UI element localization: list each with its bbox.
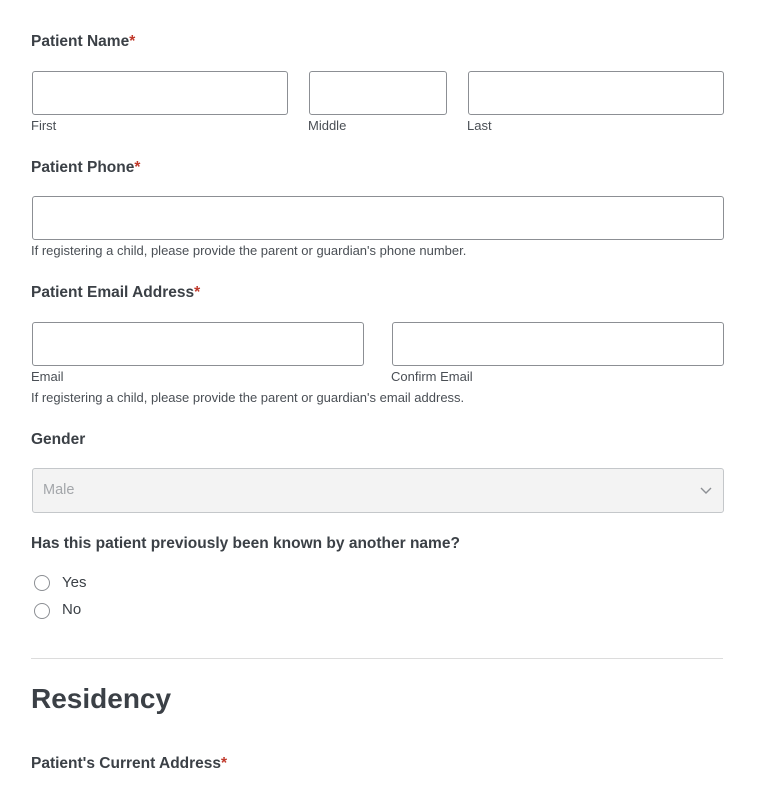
- radio-no-label[interactable]: No: [62, 601, 82, 618]
- gender-select[interactable]: [32, 468, 724, 513]
- previous-name-question: Has this patient previously been known by another name?: [31, 535, 460, 552]
- first-name-sublabel: First: [31, 118, 57, 133]
- middle-name-input[interactable]: [309, 71, 447, 115]
- email-help-text: If registering a child, please provide the parent or guardian's email address.: [31, 390, 465, 405]
- first-name-input[interactable]: [32, 71, 288, 115]
- required-mark: *: [134, 159, 141, 176]
- middle-name-sublabel: Middle: [308, 118, 347, 133]
- current-address-label-text: Patient's Current Address: [31, 755, 222, 772]
- radio-no[interactable]: [34, 603, 50, 619]
- section-divider: [31, 658, 723, 659]
- last-name-input[interactable]: [468, 71, 724, 115]
- patient-email-label: [31, 284, 200, 302]
- required-mark: *: [194, 284, 201, 301]
- phone-input[interactable]: [32, 196, 724, 240]
- gender-label: Gender: [31, 431, 86, 448]
- last-name-sublabel: Last: [467, 118, 492, 133]
- chevron-down-icon: [699, 483, 713, 497]
- patient-name-label: [31, 33, 135, 51]
- email-input[interactable]: [32, 322, 364, 366]
- patient-email-label-text: Patient Email Address: [31, 284, 195, 301]
- current-address-label: [31, 755, 227, 773]
- confirm-email-input[interactable]: [392, 322, 724, 366]
- confirm-email-sublabel: Confirm Email: [391, 369, 473, 384]
- patient-phone-label: [31, 159, 140, 177]
- patient-name-label-text: Patient Name: [31, 33, 130, 50]
- radio-yes[interactable]: [34, 575, 50, 591]
- phone-help-text: If registering a child, please provide the parent or guardian's phone number.: [31, 243, 467, 258]
- required-mark: *: [221, 755, 228, 772]
- patient-phone-label-text: Patient Phone: [31, 159, 135, 176]
- email-sublabel: Email: [31, 369, 64, 384]
- residency-heading: Residency: [31, 683, 172, 714]
- radio-yes-label[interactable]: Yes: [62, 574, 87, 591]
- gender-selected-value: Male: [43, 482, 75, 498]
- required-mark: *: [129, 33, 136, 50]
